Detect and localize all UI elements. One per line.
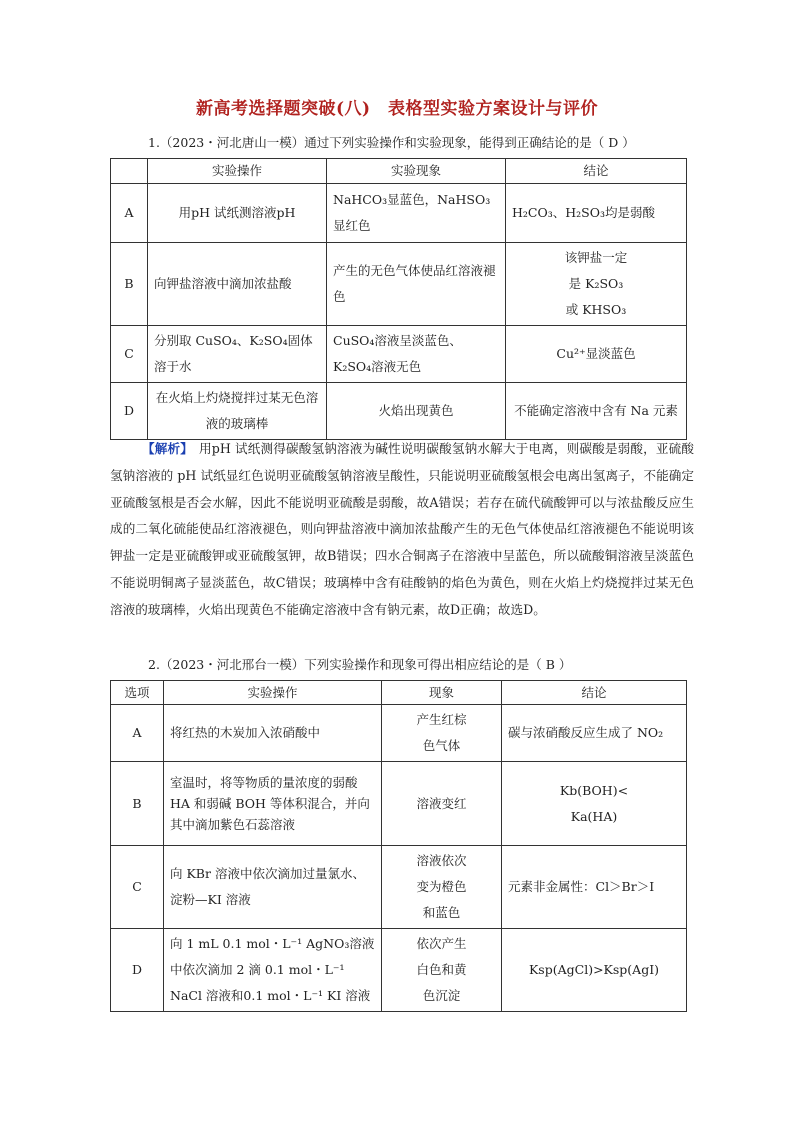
conclusion-cell: H₂CO₃、H₂SO₃均是弱酸: [506, 184, 687, 243]
operation-cell: 用pH 试纸测溶液pH: [148, 184, 327, 243]
observation-cell: CuSO₄溶液呈淡蓝色、K₂SO₄溶液无色: [327, 326, 506, 383]
table-row: [111, 326, 687, 383]
header-cell: 结论: [506, 159, 687, 184]
option-cell: B: [111, 762, 164, 846]
question-2-table: [110, 680, 687, 1012]
option-cell: C: [111, 846, 164, 929]
observation-cell: NaHCO₃显蓝色，NaHSO₃显红色: [327, 184, 506, 243]
conclusion-cell: 不能确定溶液中含有 Na 元素: [506, 383, 687, 440]
header-cell: 现象: [382, 681, 502, 705]
table-row: [111, 383, 687, 440]
header-cell: 结论: [502, 681, 687, 705]
table-header-row: [111, 159, 687, 184]
conclusion-cell: 该钾盐一定 是 K₂SO₃ 或 KHSO₃: [506, 243, 687, 326]
observation-cell: 溶液变红: [382, 762, 502, 846]
page-title: 新高考选择题突破(八) 表格型实验方案设计与评价: [195, 99, 599, 119]
observation-cell: 产生的无色气体使品红溶液褪色: [327, 243, 506, 326]
observation-cell: 依次产生 白色和黄 色沉淀: [382, 929, 502, 1012]
operation-cell: 向 KBr 溶液中依次滴加过量氯水、淀粉—KI 溶液: [164, 846, 382, 929]
option-cell: C: [111, 326, 148, 383]
header-cell: 实验操作: [148, 159, 327, 184]
question-2-stem: 2.（2023・河北邢台一模）下列实验操作和现象可得出相应结论的是（ B ）: [148, 657, 572, 672]
question-1-table: [110, 158, 687, 440]
conclusion-cell: Kb(BOH)< Ka(HA): [502, 762, 687, 846]
option-cell: B: [111, 243, 148, 326]
operation-cell: 分别取 CuSO₄、K₂SO₄固体溶于水: [148, 326, 327, 383]
observation-cell: 溶液依次 变为橙色 和蓝色: [382, 846, 502, 929]
option-cell: A: [111, 184, 148, 243]
operation-cell: 向 1 mL 0.1 mol・L⁻¹ AgNO₃溶液中依次滴加 2 滴 0.1 mol・L⁻¹ NaCl 溶液和0.1 mol・L⁻¹ KI 溶液: [164, 929, 382, 1012]
question-1-stem: 1.（2023・河北唐山一模）通过下列实验操作和实验现象，能得到正确结论的是（ D ）: [148, 135, 635, 150]
table-row: [111, 184, 687, 243]
observation-cell: 产生红棕 色气体: [382, 705, 502, 762]
operation-cell: 将红热的木炭加入浓硝酸中: [164, 705, 382, 762]
conclusion-cell: Cu²⁺显淡蓝色: [506, 326, 687, 383]
table-row: [111, 705, 687, 762]
operation-cell: 在火焰上灼烧搅拌过某无色溶液的玻璃棒: [148, 383, 327, 440]
table-row: [111, 762, 687, 846]
analysis-label: 【解析】: [142, 441, 194, 456]
table-row: [111, 929, 687, 1012]
table-header-row: [111, 681, 687, 705]
table-row: [111, 243, 687, 326]
option-cell: D: [111, 383, 148, 440]
header-cell: 实验现象: [327, 159, 506, 184]
analysis-text: 用pH 试纸测得碳酸氢钠溶液为碱性说明碳酸氢钠水解大于电离，则碳酸是弱酸，亚硫酸氢钠溶液的 pH 试纸显红色说明亚硫酸氢钠溶液呈酸性，只能说明亚硫酸氢根会电离出氢离子，不能确定亚硫酸氢根是否会水解，因此不能说明亚硫酸是弱酸，故A错误；若存在硫代硫酸钾可以与浓盐酸反应生成的二氧化硫能使品红溶液褪色，则向钾盐溶液中滴加浓盐酸产生的无色气体使品红溶液褪色不能说明该钾盐一定是亚硫酸钾或亚硫酸氢钾，故B错误；四水合铜离子在溶液中呈蓝色，所以硫酸铜溶液呈淡蓝色不能说明铜离子显淡蓝色，故C错误；玻璃棒中含有硅酸钠的焰色为黄色，则在火焰上灼烧搅拌过某无色溶液的玻璃棒，火焰出现黄色不能确定溶液中含有钠元素，故D正确；故选D。: [110, 441, 694, 617]
conclusion-cell: 元素非金属性：Cl＞Br＞I: [502, 846, 687, 929]
conclusion-cell: Ksp(AgCl)>Ksp(AgI): [502, 929, 687, 1012]
operation-cell: 向钾盐溶液中滴加浓盐酸: [148, 243, 327, 326]
table-row: [111, 846, 687, 929]
header-cell: 实验操作: [164, 681, 382, 705]
observation-cell: 火焰出现黄色: [327, 383, 506, 440]
option-cell: D: [111, 929, 164, 1012]
operation-cell: 室温时，将等物质的量浓度的弱酸 HA 和弱碱 BOH 等体积混合，并向其中滴加紫色石蕊溶液: [164, 762, 382, 846]
analysis-paragraph: [110, 436, 694, 624]
option-cell: A: [111, 705, 164, 762]
conclusion-cell: 碳与浓硝酸反应生成了 NO₂: [502, 705, 687, 762]
header-cell: 选项: [111, 681, 164, 705]
header-cell: [111, 159, 148, 184]
